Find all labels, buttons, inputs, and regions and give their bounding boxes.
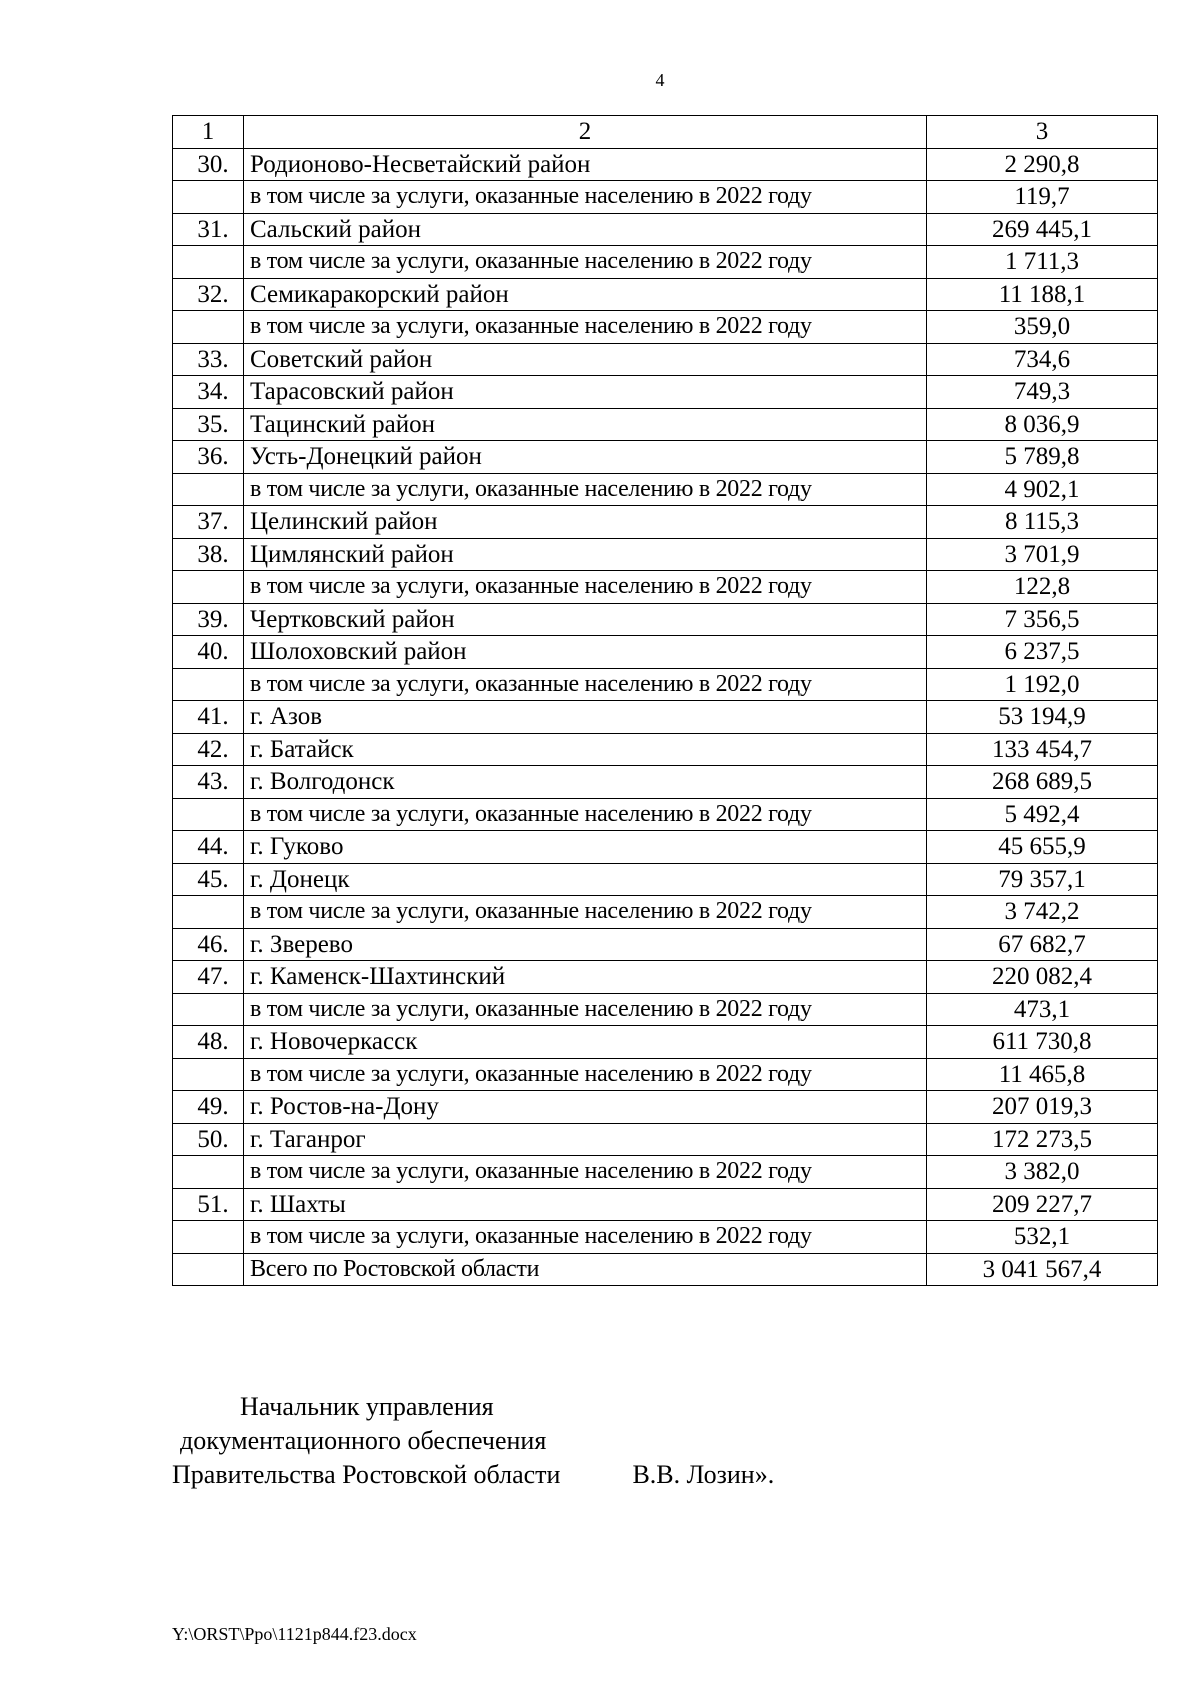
table-row xyxy=(173,1058,1158,1091)
row-value-cell: 5 789,8 xyxy=(927,441,1158,474)
table-row xyxy=(173,181,1158,214)
data-table xyxy=(172,115,1158,1286)
row-value-cell: 4 902,1 xyxy=(927,473,1158,506)
row-number-cell: 48. xyxy=(173,1026,244,1059)
row-number-cell: 42. xyxy=(173,733,244,766)
row-name-cell: г. Каменск-Шахтинский xyxy=(244,961,927,994)
table-row xyxy=(173,831,1158,864)
row-value-cell: 220 082,4 xyxy=(927,961,1158,994)
table-row xyxy=(173,213,1158,246)
row-value-cell: 6 237,5 xyxy=(927,636,1158,669)
row-name-cell: г. Новочеркасск xyxy=(244,1026,927,1059)
table-row xyxy=(173,1026,1158,1059)
row-value-cell: 1 711,3 xyxy=(927,246,1158,279)
row-value-cell: 7 356,5 xyxy=(927,603,1158,636)
row-number-cell: 50. xyxy=(173,1123,244,1156)
row-number-cell: 31. xyxy=(173,213,244,246)
row-value-cell: 359,0 xyxy=(927,311,1158,344)
row-value-cell: 269 445,1 xyxy=(927,213,1158,246)
table-row xyxy=(173,636,1158,669)
signature-block xyxy=(172,1390,774,1492)
table-row xyxy=(173,506,1158,539)
table-row xyxy=(173,1253,1158,1286)
row-value-cell: 67 682,7 xyxy=(927,928,1158,961)
row-value-cell: 172 273,5 xyxy=(927,1123,1158,1156)
signature-position-line-3 xyxy=(172,1458,774,1492)
row-name-cell: в том числе за услуги, оказанные населению в 2022 году xyxy=(244,1058,927,1091)
row-value-cell: 3 701,9 xyxy=(927,538,1158,571)
row-value-cell: 749,3 xyxy=(927,376,1158,409)
row-number-cell xyxy=(173,571,244,604)
row-number-cell: 40. xyxy=(173,636,244,669)
row-name-cell: г. Гуково xyxy=(244,831,927,864)
row-name-cell: в том числе за услуги, оказанные населению в 2022 году xyxy=(244,311,927,344)
table-row xyxy=(173,1091,1158,1124)
row-number-cell: 38. xyxy=(173,538,244,571)
row-number-cell: 32. xyxy=(173,278,244,311)
row-number-cell: 44. xyxy=(173,831,244,864)
table-row xyxy=(173,993,1158,1026)
table-row xyxy=(173,311,1158,344)
table-row xyxy=(173,571,1158,604)
row-name-cell: в том числе за услуги, оказанные населению в 2022 году xyxy=(244,993,927,1026)
column-header-name: 2 xyxy=(244,116,927,149)
row-value-cell: 3 041 567,4 xyxy=(927,1253,1158,1286)
row-name-cell: в том числе за услуги, оказанные населению в 2022 году xyxy=(244,668,927,701)
row-value-cell: 119,7 xyxy=(927,181,1158,214)
row-name-cell: в том числе за услуги, оказанные населению в 2022 году xyxy=(244,896,927,929)
row-value-cell: 611 730,8 xyxy=(927,1026,1158,1059)
table-row xyxy=(173,278,1158,311)
row-value-cell: 473,1 xyxy=(927,993,1158,1026)
row-number-cell xyxy=(173,896,244,929)
row-number-cell: 41. xyxy=(173,701,244,734)
row-value-cell: 53 194,9 xyxy=(927,701,1158,734)
row-value-cell: 122,8 xyxy=(927,571,1158,604)
row-number-cell: 45. xyxy=(173,863,244,896)
row-number-cell: 51. xyxy=(173,1188,244,1221)
table-row xyxy=(173,863,1158,896)
row-value-cell: 532,1 xyxy=(927,1221,1158,1254)
row-name-cell: Сальский район xyxy=(244,213,927,246)
table-row xyxy=(173,798,1158,831)
row-name-cell: г. Донецк xyxy=(244,863,927,896)
row-name-cell: в том числе за услуги, оказанные населению в 2022 году xyxy=(244,571,927,604)
signatory-name: В.В. Лозин». xyxy=(632,1460,775,1489)
table-row xyxy=(173,701,1158,734)
row-name-cell: г. Волгодонск xyxy=(244,766,927,799)
row-number-cell: 34. xyxy=(173,376,244,409)
row-number-cell: 39. xyxy=(173,603,244,636)
row-name-cell: Всего по Ростовской области xyxy=(244,1253,927,1286)
row-name-cell: Советский район xyxy=(244,343,927,376)
row-value-cell: 8 115,3 xyxy=(927,506,1158,539)
row-number-cell: 49. xyxy=(173,1091,244,1124)
row-value-cell: 11 188,1 xyxy=(927,278,1158,311)
row-value-cell: 133 454,7 xyxy=(927,733,1158,766)
row-name-cell: в том числе за услуги, оказанные населению в 2022 году xyxy=(244,798,927,831)
row-name-cell: Чертковский район xyxy=(244,603,927,636)
row-number-cell: 37. xyxy=(173,506,244,539)
row-value-cell: 734,6 xyxy=(927,343,1158,376)
table-row xyxy=(173,668,1158,701)
table-row xyxy=(173,766,1158,799)
row-name-cell: Тарасовский район xyxy=(244,376,927,409)
table-row xyxy=(173,961,1158,994)
row-name-cell: Семикаракорский район xyxy=(244,278,927,311)
table-row xyxy=(173,473,1158,506)
table-row xyxy=(173,928,1158,961)
row-value-cell: 5 492,4 xyxy=(927,798,1158,831)
table-row xyxy=(173,603,1158,636)
row-value-cell: 45 655,9 xyxy=(927,831,1158,864)
row-value-cell: 268 689,5 xyxy=(927,766,1158,799)
row-name-cell: Усть-Донецкий район xyxy=(244,441,927,474)
table-row xyxy=(173,408,1158,441)
row-value-cell: 79 357,1 xyxy=(927,863,1158,896)
row-number-cell xyxy=(173,246,244,279)
table-row xyxy=(173,246,1158,279)
row-number-cell xyxy=(173,1156,244,1189)
row-name-cell: в том числе за услуги, оказанные населению в 2022 году xyxy=(244,1221,927,1254)
signature-position-line-3-text: Правительства Ростовской области xyxy=(172,1460,561,1489)
row-name-cell: Тацинский район xyxy=(244,408,927,441)
row-number-cell xyxy=(173,1058,244,1091)
row-number-cell: 35. xyxy=(173,408,244,441)
row-value-cell: 209 227,7 xyxy=(927,1188,1158,1221)
row-value-cell: 207 019,3 xyxy=(927,1091,1158,1124)
row-name-cell: Целинский район xyxy=(244,506,927,539)
row-value-cell: 3 382,0 xyxy=(927,1156,1158,1189)
table-row xyxy=(173,733,1158,766)
row-name-cell: в том числе за услуги, оказанные населению в 2022 году xyxy=(244,473,927,506)
table-row xyxy=(173,896,1158,929)
table-row xyxy=(173,1188,1158,1221)
table-row xyxy=(173,376,1158,409)
row-name-cell: г. Таганрог xyxy=(244,1123,927,1156)
row-number-cell: 33. xyxy=(173,343,244,376)
row-value-cell: 2 290,8 xyxy=(927,148,1158,181)
row-number-cell xyxy=(173,473,244,506)
row-name-cell: г. Ростов-на-Дону xyxy=(244,1091,927,1124)
row-number-cell: 43. xyxy=(173,766,244,799)
row-number-cell: 30. xyxy=(173,148,244,181)
column-header-value: 3 xyxy=(927,116,1158,149)
footer-file-path: Y:\ORST\Ppo\1121p844.f23.docx xyxy=(172,1624,417,1644)
row-name-cell: г. Шахты xyxy=(244,1188,927,1221)
row-name-cell: Цимлянский район xyxy=(244,538,927,571)
signature-position-line-1: Начальник управления xyxy=(240,1392,494,1421)
page-number: 4 xyxy=(655,70,665,90)
row-name-cell: г. Зверево xyxy=(244,928,927,961)
row-name-cell: Шолоховский район xyxy=(244,636,927,669)
row-name-cell: в том числе за услуги, оказанные населению в 2022 году xyxy=(244,181,927,214)
row-name-cell: в том числе за услуги, оказанные населению в 2022 году xyxy=(244,1156,927,1189)
table-header-row xyxy=(173,116,1158,149)
row-number-cell xyxy=(173,993,244,1026)
row-number-cell xyxy=(173,181,244,214)
table-body xyxy=(173,116,1158,1286)
row-number-cell: 46. xyxy=(173,928,244,961)
table-row xyxy=(173,1156,1158,1189)
row-number-cell xyxy=(173,798,244,831)
row-number-cell xyxy=(173,1253,244,1286)
row-value-cell: 3 742,2 xyxy=(927,896,1158,929)
column-header-number: 1 xyxy=(173,116,244,149)
table-row xyxy=(173,148,1158,181)
row-number-cell: 36. xyxy=(173,441,244,474)
signature-position-line-2: документационного обеспечения xyxy=(180,1426,547,1455)
row-name-cell: г. Батайск xyxy=(244,733,927,766)
table-row xyxy=(173,1123,1158,1156)
row-number-cell xyxy=(173,311,244,344)
row-number-cell xyxy=(173,1221,244,1254)
row-value-cell: 8 036,9 xyxy=(927,408,1158,441)
row-number-cell xyxy=(173,668,244,701)
row-number-cell: 47. xyxy=(173,961,244,994)
row-value-cell: 11 465,8 xyxy=(927,1058,1158,1091)
row-value-cell: 1 192,0 xyxy=(927,668,1158,701)
row-name-cell: г. Азов xyxy=(244,701,927,734)
row-name-cell: в том числе за услуги, оказанные населению в 2022 году xyxy=(244,246,927,279)
table-row xyxy=(173,343,1158,376)
table-row xyxy=(173,1221,1158,1254)
table-row xyxy=(173,441,1158,474)
row-name-cell: Родионово-Несветайский район xyxy=(244,148,927,181)
table-row xyxy=(173,538,1158,571)
